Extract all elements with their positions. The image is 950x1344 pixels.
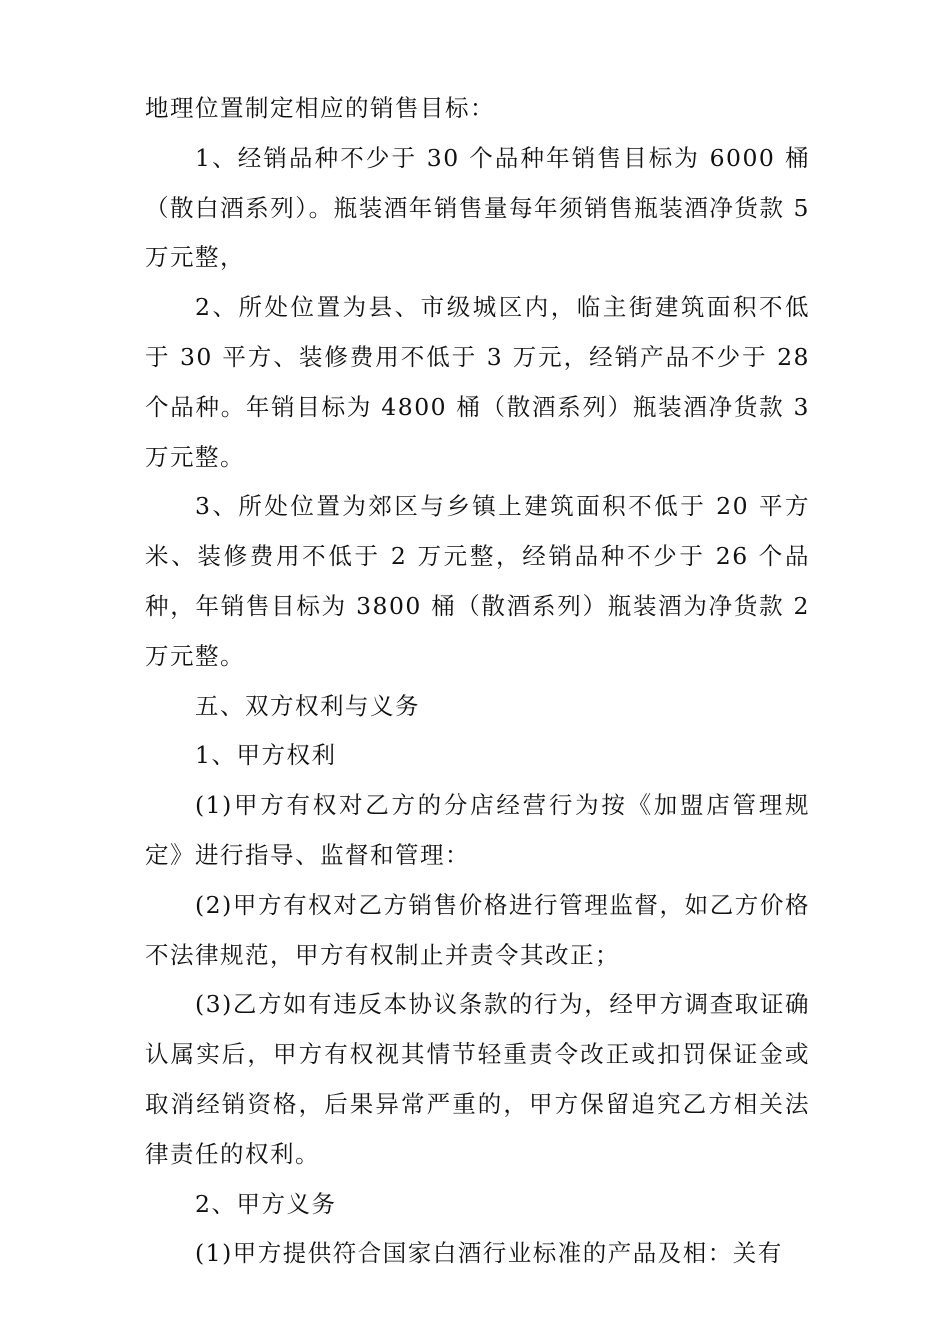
subheading-party-a-rights: 1、甲方权利 bbox=[195, 741, 337, 770]
paragraph-right-1: (1)甲方有权对乙方的分店经营行为按《加盟店管理规定》进行指导、监督和管理： bbox=[145, 791, 810, 869]
paragraph-target-item-3: 3、所处位置为郊区与乡镇上建筑面积不低于 20 平方米、装修费用不低于 2 万元整，经销品种不少于 26 个品种，年销售目标为 3800 桶（散酒系列）瓶装酒为净货款 2 万元整。 bbox=[145, 492, 810, 670]
section-heading-rights-obligations: 五、双方权利与义务 bbox=[195, 691, 420, 720]
paragraph-sales-target-intro: 地理位置制定相应的销售目标： bbox=[145, 94, 495, 122]
paragraph-obligation-1: (1)甲方提供符合国家白酒行业标准的产品及相：关有 bbox=[195, 1239, 783, 1268]
document-body bbox=[145, 84, 810, 1279]
paragraph-target-item-1: 1、经销品种不少于 30 个品种年销售目标为 6000 桶（散白酒系列）。瓶装酒年销售量每年须销售瓶装酒净货款 5 万元整， bbox=[145, 143, 810, 272]
paragraph-right-2: (2)甲方有权对乙方销售价格进行管理监督，如乙方价格不法律规范，甲方有权制止并责令其改正； bbox=[145, 890, 810, 969]
subheading-party-a-obligations: 2、甲方义务 bbox=[195, 1189, 337, 1218]
paragraph-right-3: (3)乙方如有违反本协议条款的行为，经甲方调查取证确认属实后，甲方有权视其情节轻重责令改正或扣罚保证金或取消经销资格，后果异常严重的，甲方保留追究乙方相关法律责任的权利。 bbox=[145, 990, 810, 1168]
paragraph-target-item-2: 2、所处位置为县、市级城区内，临主街建筑面积不低于 30 平方、装修费用不低于 3 万元，经销产品不少于 28 个品种。年销目标为 4800 桶（散酒系列）瓶装酒净货款 3 万元整。 bbox=[145, 293, 810, 471]
